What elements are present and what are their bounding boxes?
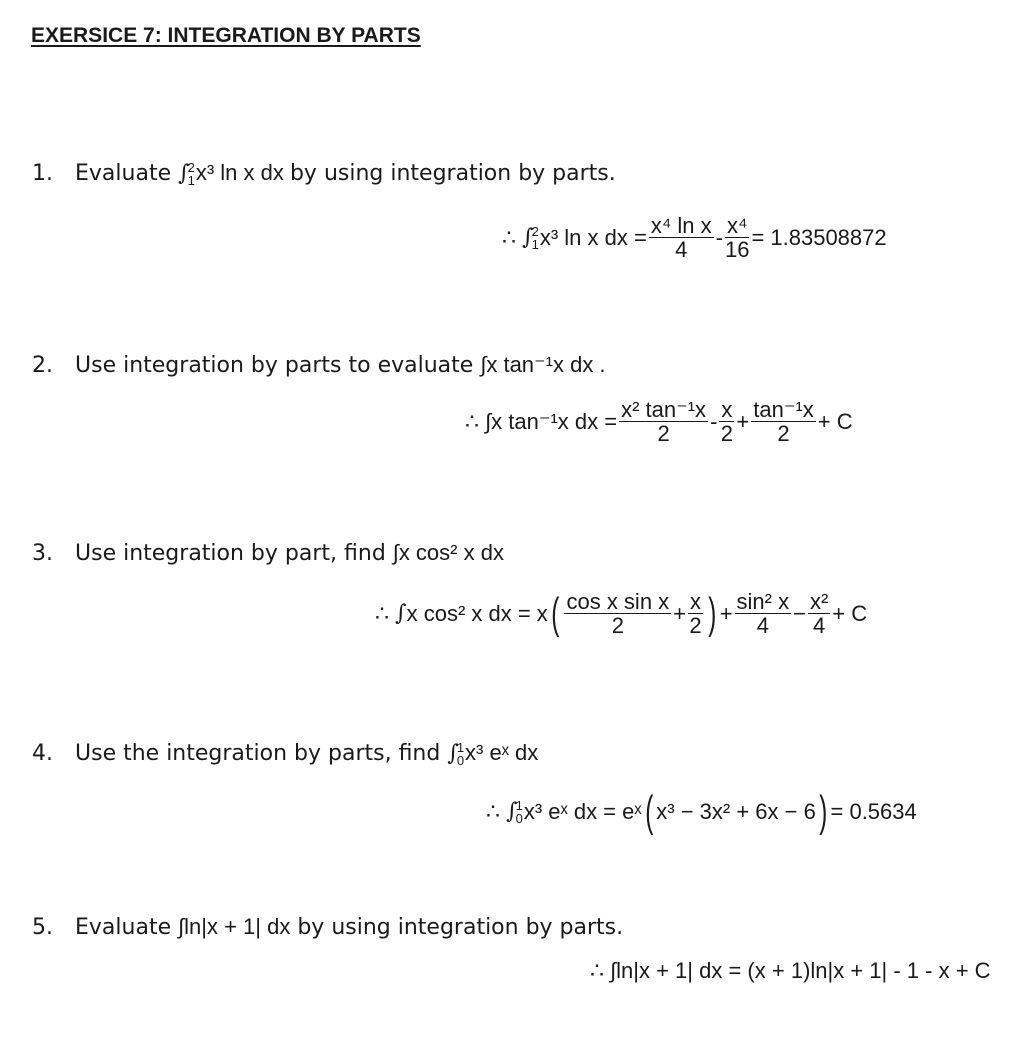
question-text-tail: by using integration by parts. [297, 915, 624, 940]
upper-limit: 1 [456, 740, 465, 756]
lower-limit: 1 [531, 236, 539, 252]
lower-limit: 0 [515, 810, 523, 826]
integrand: ∫x tan⁻¹x dx . [480, 352, 606, 377]
question-1 [32, 160, 616, 187]
upper-limit: 2 [187, 160, 195, 176]
answer-result: = 0.5634 [830, 798, 917, 824]
denominator: 2 [720, 421, 734, 447]
upper-limit: 1 [515, 797, 523, 813]
plus-sign: + [673, 600, 687, 626]
question-number: 2. [32, 353, 53, 378]
integrand: x³ eˣ dx [465, 740, 539, 765]
left-paren: ( [644, 787, 653, 836]
right-paren: ) [819, 787, 828, 836]
constant-term: + C [832, 600, 868, 626]
question-4 [32, 740, 538, 767]
minus-sign: − [793, 600, 806, 626]
question-text: Use integration by part, find [75, 541, 386, 566]
numerator: x⁴ ln x [650, 213, 712, 238]
question-number: 3. [32, 541, 53, 566]
numerator: x [690, 589, 702, 614]
answer-expression: ∫ln|x + 1| dx = (x + 1)ln|x + 1| - 1 - x + C [610, 958, 991, 983]
question-number: 4. [32, 741, 53, 766]
question-text-tail: by using integration by parts. [289, 161, 616, 186]
minus-sign: - [710, 408, 718, 434]
denominator: 4 [813, 613, 826, 639]
upper-limit: 2 [531, 223, 539, 239]
plus-sign: + [719, 600, 733, 626]
question-2 [32, 352, 606, 378]
integral-sign: ∫ [506, 799, 518, 825]
numerator: tan⁻¹x [753, 397, 814, 422]
polynomial: x³ − 3x² + 6x − 6 [656, 798, 816, 824]
lower-limit: 1 [187, 173, 195, 189]
fraction [725, 214, 749, 261]
numerator: x² [809, 589, 829, 614]
fraction [688, 590, 703, 637]
numerator: cos x sin x [566, 589, 670, 614]
therefore-symbol: ∴ [486, 798, 500, 824]
fraction [564, 590, 671, 637]
integrand: ∫x cos² x dx [392, 540, 504, 565]
answer-5 [590, 958, 991, 984]
answer-result: = 1.83508872 [751, 224, 887, 250]
denominator: 2 [777, 421, 790, 447]
answer-lhs: x³ eˣ dx = eˣ [523, 798, 642, 824]
fraction [751, 398, 816, 445]
denominator: 2 [657, 421, 670, 447]
fraction [735, 590, 792, 637]
answer-1 [502, 214, 887, 261]
numerator: x⁴ [726, 213, 748, 238]
denominator: 4 [756, 613, 769, 639]
therefore-symbol: ∴ [465, 408, 479, 434]
question-number: 5. [32, 915, 53, 940]
therefore-symbol: ∴ [590, 958, 604, 983]
question-text: Use integration by parts to evaluate [75, 353, 474, 378]
integrand: ∫ln|x + 1| dx [178, 914, 291, 939]
fraction [619, 398, 708, 445]
integral-sign: ∫ [178, 161, 190, 186]
integral-sign: ∫ [395, 601, 407, 627]
plus-sign: + [736, 408, 750, 434]
answer-lhs: x cos² x dx = x [406, 600, 548, 626]
numerator: x² tan⁻¹x [621, 397, 707, 422]
denominator: 2 [611, 613, 624, 639]
question-3 [32, 540, 504, 566]
therefore-symbol: ∴ [502, 224, 516, 250]
fraction [649, 214, 714, 261]
numerator: sin² x [736, 589, 790, 614]
answer-lhs: ∫x tan⁻¹x dx = [485, 408, 618, 434]
answer-3 [375, 590, 867, 637]
denominator: 2 [689, 613, 702, 639]
answer-lhs: x³ ln x dx = [539, 224, 647, 250]
integral-sign: ∫ [447, 741, 459, 766]
denominator: 16 [724, 237, 750, 263]
question-5 [32, 914, 623, 940]
left-paren: ( [551, 588, 560, 638]
minus-sign: - [715, 224, 723, 250]
lower-limit: 0 [456, 753, 465, 769]
fraction [808, 590, 830, 637]
question-text: Evaluate [75, 915, 172, 940]
question-text: Evaluate [75, 161, 172, 186]
question-number: 1. [32, 161, 53, 186]
answer-2 [465, 398, 853, 445]
integrand: x³ ln x dx [195, 160, 284, 185]
page-title: EXERSICE 7: INTEGRATION BY PARTS [31, 24, 421, 47]
question-text: Use the integration by parts, find [75, 741, 441, 766]
right-paren: ) [708, 588, 717, 638]
integral-sign: ∫ [522, 225, 534, 251]
numerator: x [721, 397, 733, 422]
denominator: 4 [675, 237, 688, 263]
answer-4 [486, 787, 917, 836]
constant-term: + C [817, 408, 853, 434]
therefore-symbol: ∴ [375, 600, 389, 626]
fraction [719, 398, 734, 445]
